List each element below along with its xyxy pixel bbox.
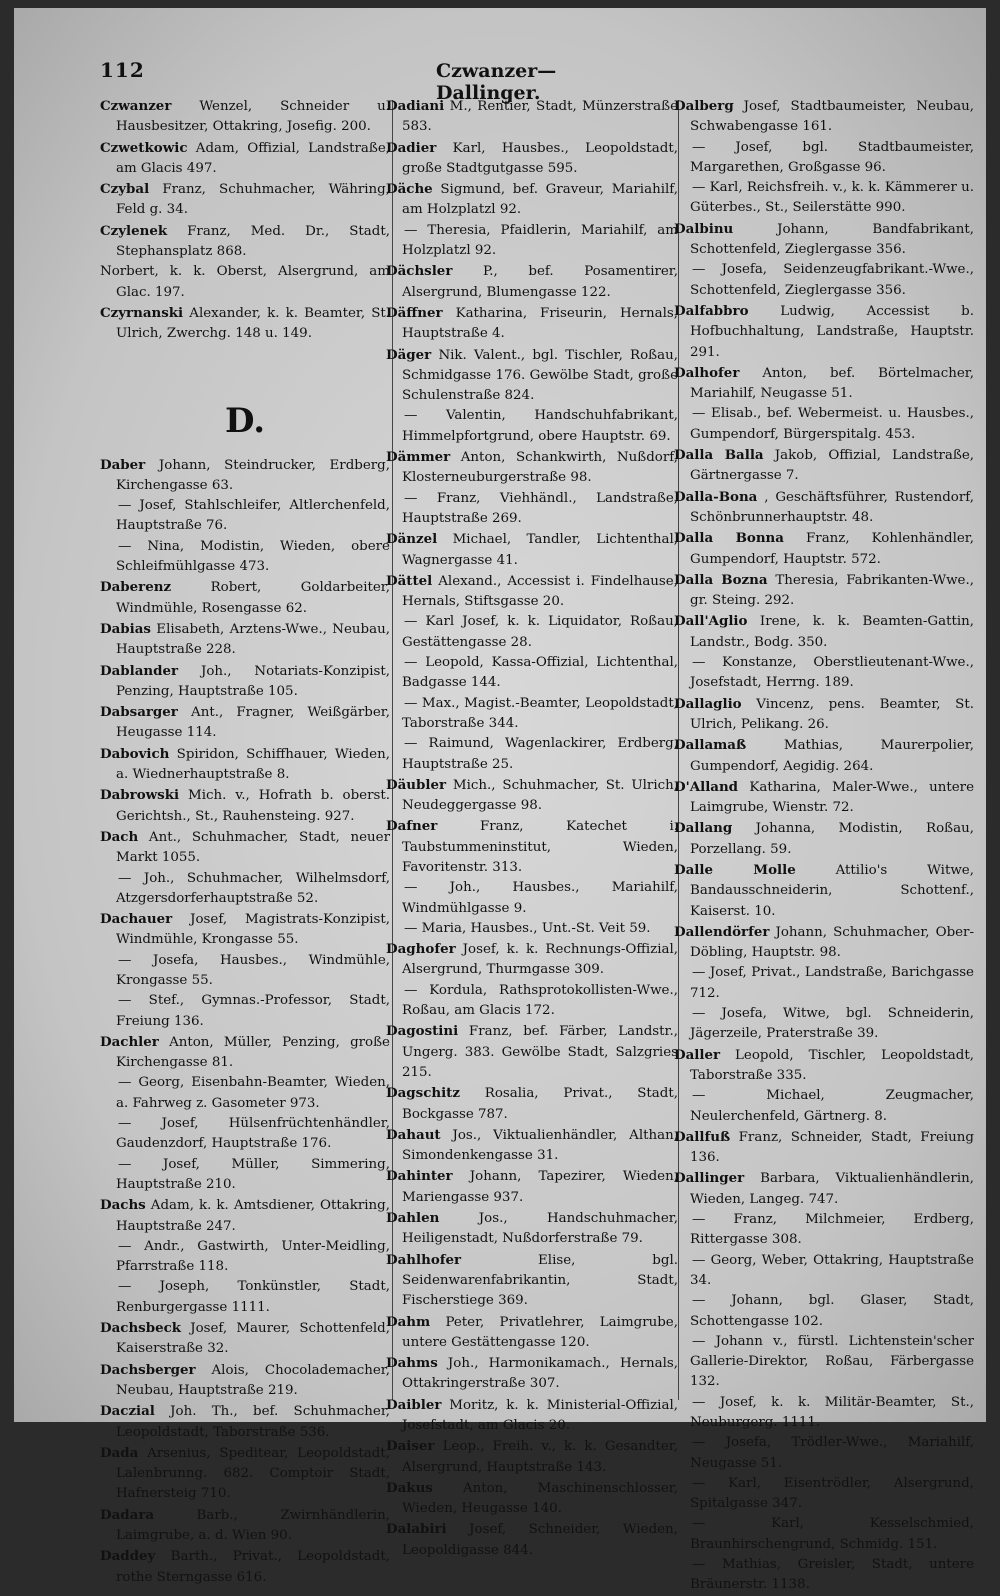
entry-details: Franz, Viehhändl., Landstraße, Hauptstraße 269.: [402, 490, 678, 526]
entry-details: Josefa, Hausbes., Windmühle, Krongasse 55.: [116, 952, 390, 988]
directory-entry: [386, 919, 678, 939]
entry-details: Leopold, Tischler, Leopoldstadt, Taborstraße 335.: [690, 1047, 974, 1083]
directory-entry: [100, 827, 390, 869]
entry-details: Karl Josef, k. k. Liquidator, Roßau, Gestättengasse 28.: [402, 614, 678, 650]
directory-entry: [100, 909, 390, 951]
directory-entry: [100, 221, 390, 263]
directory-entry: [386, 1353, 678, 1395]
entry-details: Joh., Hausbes., Mariahilf, Windmühlgasse 9.: [402, 880, 679, 916]
entry-surname: Dahm: [386, 1313, 431, 1330]
directory-entry: [674, 694, 974, 736]
page-number: 112: [100, 58, 145, 82]
directory-entry: [386, 816, 678, 878]
directory-entry: [100, 785, 390, 827]
entry-details: Norbert, k. k. Oberst, Alsergrund, am Glac. 197.: [100, 264, 390, 300]
directory-entry: [674, 1210, 974, 1251]
entry-surname: Dallendörfer: [674, 923, 770, 940]
entry-details: M., Rentier, Stadt, Münzerstraße 583.: [402, 99, 678, 135]
entry-surname: Dabovich: [100, 745, 170, 762]
entry-details: Kordula, Rathsprotokollisten-Wwe., Roßau, am Glacis 172.: [402, 982, 678, 1019]
entry-surname: Daber: [100, 456, 146, 473]
directory-entry: [674, 1291, 974, 1332]
directory-entry: [100, 1032, 390, 1074]
entry-details: Leop., Freih. v., k. k. Gesandter, Alsergrund, Hauptstraße 143.: [402, 1439, 678, 1475]
entry-details: Jakob, Offizial, Landstraße, Gärtnergasse 7.: [690, 448, 975, 484]
entry-details: Anton, Schankwirth, Nußdorf, Klosterneuburgerstraße 98.: [402, 450, 678, 486]
directory-entry: [674, 1332, 974, 1393]
directory-entry: [386, 345, 678, 407]
entry-surname: Däubler: [386, 776, 447, 793]
entry-details: Ant., Schuhmacher, Stadt, neuer Markt 1055.: [116, 829, 390, 866]
entry-surname: Dall'Aglio: [674, 613, 748, 630]
entry-details: Katharina, Friseurin, Hernals, Hauptstraße 4.: [402, 305, 678, 342]
directory-entry: [386, 221, 678, 262]
directory-entry: [386, 96, 678, 138]
entry-details: Josefa, Witwe, bgl. Schneiderin, Jägerzeile, Praterstraße 39.: [690, 1006, 974, 1042]
entry-details: Alois, Chocolademacher, Neubau, Hauptstraße 219.: [116, 1362, 390, 1398]
entry-surname: Czwanzer: [100, 98, 172, 114]
directory-entry: [674, 611, 974, 653]
entry-details: Nik. Valent., bgl. Tischler, Roßau, Schmidgasse 176. Gewölbe Stadt, große Schulenstraße 824.: [402, 347, 678, 404]
entry-details: Elise, bgl. Seidenwarenfabrikantin, Stadt, Fischerstiege 369.: [402, 1252, 678, 1309]
entry-details: Franz, Milchmeier, Erdberg, Rittergasse 308.: [690, 1212, 975, 1248]
directory-entry: [386, 1083, 678, 1125]
entry-details: Nina, Modistin, Wieden, obere Schleifmühlgasse 473.: [116, 538, 390, 575]
directory-entry: [386, 1436, 678, 1478]
entry-details: Barth., Privat., Leopoldstadt, rothe Sterngasse 616.: [116, 1549, 390, 1585]
directory-entry: [386, 1312, 678, 1354]
entry-surname: Dachs: [100, 1197, 146, 1214]
directory-page: [14, 8, 986, 1593]
entry-surname: Dahinter: [386, 1168, 453, 1185]
entry-surname: Dakus: [386, 1479, 433, 1496]
entry-details: Georg, Weber, Ottakring, Hauptstraße 34.: [690, 1252, 974, 1288]
entry-details: Johann, bgl. Glaser, Stadt, Schottengasse 102.: [690, 1293, 974, 1329]
directory-entry: [674, 445, 974, 487]
entry-surname: Daghofer: [386, 941, 456, 958]
entry-details: Adam, k. k. Amtsdiener, Ottakring, Hauptstraße 247.: [116, 1198, 390, 1234]
column-3: [674, 96, 974, 1596]
directory-entry: [100, 96, 390, 138]
directory-entry: [674, 1474, 974, 1515]
entry-details: Moritz, k. k. Ministerial-Offizial, Josefstadt, am Glacis 20.: [402, 1397, 678, 1433]
entry-surname: Dagostini: [386, 1023, 459, 1040]
entry-details: Josefa, Seidenzeugfabrikant.-Wwe., Schottenfeld, Zieglergasse 356.: [690, 262, 974, 298]
entry-details: Arsenius, Speditear, Leopoldstadt, Lalenbrunng. 682. Comptoir Stadt, Hafnersteig 710.: [116, 1445, 390, 1502]
entry-details: P., bef. Posamentirer, Alsergrund, Blumengasse 122.: [402, 264, 678, 300]
entry-details: Franz, bef. Färber, Landstr., Ungerg. 383. Gewölbe Stadt, Salzgries 215.: [402, 1024, 678, 1080]
entry-surname: Dahlhofer: [386, 1251, 462, 1268]
directory-entry: [386, 138, 678, 180]
entry-details: Jos., Viktualienhändler, Althan, Simondenkengasse 31.: [402, 1127, 678, 1164]
entry-details: Josef, Stadtbaumeister, Neubau, Schwabengasse 161.: [690, 99, 974, 135]
entry-details: Joh., Harmonikamach., Hernals, Ottakringerstraße 307.: [402, 1356, 679, 1392]
entry-details: Joh. Th., bef. Schuhmacher, Leopoldstadt, Taborstraße 536.: [116, 1404, 391, 1440]
directory-entry: [674, 1514, 974, 1555]
entry-details: Michael, Zeugmacher, Neulerchenfeld, Gärtnerg. 8.: [690, 1088, 974, 1124]
entry-details: Mich. v., Hofrath b. oberst. Gerichtsh., St., Rauhensteing. 927.: [116, 788, 390, 824]
directory-entry: [100, 1318, 390, 1360]
directory-entry: [100, 702, 390, 744]
entry-surname: Dalla Bonna: [674, 530, 784, 547]
entry-details: Adam, Offizial, Landstraße, am Glacis 497.: [116, 140, 390, 176]
directory-entry: [674, 1555, 974, 1596]
entry-details: Anton, bef. Börtelmacher, Mariahilf, Neugasse 51.: [690, 365, 974, 402]
entry-surname: Dalfabbro: [674, 302, 749, 319]
directory-entry: [100, 951, 390, 992]
entry-details: Barb., Zwirnhändlerin, Laimgrube, a. d. Wien 90.: [116, 1507, 390, 1543]
directory-entry: [674, 260, 974, 301]
entry-details: Katharina, Maler-Wwe., untere Laimgrube, Wienstr. 72.: [690, 779, 974, 816]
directory-entry: [100, 179, 390, 221]
entry-details: Andr., Gastwirth, Unter-Meidling, Pfarrstraße 118.: [116, 1238, 391, 1275]
entry-details: Josef, Schneider, Wieden, Leopoldigasse 844.: [402, 1522, 678, 1558]
directory-entry: [386, 775, 678, 817]
entry-details: Josef, Stahlschleifer, Altlerchenfeld, Hauptstraße 76.: [116, 498, 390, 534]
directory-entry: [100, 869, 390, 910]
entry-details: Elisabeth, Arztens-Wwe., Neubau, Hauptstraße 228.: [116, 621, 390, 658]
directory-entry: [100, 577, 390, 619]
entry-details: Johann, Schuhmacher, Ober-Döbling, Hauptstr. 98.: [690, 924, 974, 961]
directory-entry: [674, 487, 974, 529]
entry-details: Johann, Steindrucker, Erdberg, Kirchengasse 63.: [116, 457, 390, 493]
directory-entry: [386, 612, 678, 653]
directory-entry: [674, 1127, 974, 1169]
directory-entry: [100, 1546, 390, 1588]
entry-details: Karl, Kesselschmied, Braunhirschengrund, Schmidg. 151.: [690, 1516, 974, 1552]
entry-details: Ant., Fragner, Weißgärber, Heugasse 114.: [116, 705, 390, 741]
entry-surname: Dafner: [386, 818, 438, 835]
entry-details: Josef, k. k. Militär-Beamter, St., Neuburgerg. 1111.: [690, 1394, 974, 1430]
directory-entry: [100, 262, 390, 303]
directory-entry: [100, 1237, 390, 1278]
directory-entry: [674, 1086, 974, 1127]
entry-surname: Dahms: [386, 1355, 438, 1372]
directory-entry: [674, 735, 974, 777]
directory-entry: [674, 570, 974, 612]
directory-entry: [386, 1125, 678, 1167]
directory-entry: [386, 406, 678, 447]
entry-details: Josefa, Trödler-Wwe., Mariahilf, Neugasse 51.: [690, 1435, 974, 1471]
entry-details: Karl, Reichsfreih. v., k. k. Kämmerer u. Güterbes., St., Seilerstätte 990.: [690, 180, 974, 216]
entry-surname: Dänzel: [386, 531, 438, 548]
entry-details: Mathias, Maurerpolier, Gumpendorf, Aegidig. 264.: [690, 738, 974, 774]
directory-entry: [100, 1195, 390, 1237]
directory-entry: [100, 455, 390, 497]
directory-entry: [100, 303, 390, 345]
entry-details: Michael, Tandler, Lichtenthal, Wagnergasse 41.: [402, 532, 678, 568]
entry-details: Sigmund, bef. Graveur, Mariahilf, am Holzplatzl 92.: [402, 182, 678, 218]
entry-surname: Dagschitz: [386, 1085, 460, 1102]
directory-entry: [100, 661, 390, 703]
entry-surname: Dalla Balla: [674, 447, 764, 464]
entry-details: Joseph, Tonkünstler, Stadt, Renburgergasse 1111.: [116, 1279, 390, 1315]
entry-details: Theresia, Fabrikanten-Wwe., gr. Steing. 292.: [690, 572, 974, 609]
directory-entry: [386, 878, 678, 919]
directory-entry: [386, 981, 678, 1022]
entry-details: Attilio's Witwe, Bandausschneiderin, Schottenf., Kaiserst. 10.: [690, 862, 974, 919]
entry-details: Konstanze, Oberstlieutenant-Wwe., Josefstadt, Herrng. 189.: [690, 655, 974, 691]
directory-entry: [100, 537, 390, 578]
entry-surname: Dachsbeck: [100, 1320, 182, 1337]
entry-surname: Dabrowski: [100, 787, 180, 804]
entry-details: Elisab., bef. Webermeist. u. Hausbes., Gumpendorf, Bürgerspitalg. 453.: [690, 406, 974, 442]
entry-surname: Daibler: [386, 1396, 442, 1413]
entry-surname: Daiser: [386, 1438, 435, 1455]
entry-details: Jos., Handschuhmacher, Heiligenstadt, Nußdorferstraße 79.: [402, 1211, 678, 1247]
directory-entry: [386, 1021, 678, 1083]
entry-details: Anton, Maschinenschlosser, Wieden, Heugasse 140.: [402, 1480, 678, 1517]
entry-details: Franz, Schneider, Stadt, Freiung 136.: [690, 1129, 974, 1166]
entry-surname: Dalla-Bona: [674, 488, 758, 505]
directory-entry: [386, 571, 678, 613]
entry-surname: Dahlen: [386, 1210, 440, 1227]
entry-surname: Däffner: [386, 304, 443, 321]
entry-surname: Dachauer: [100, 911, 173, 928]
directory-entry: [100, 1277, 390, 1318]
entry-details: Georg, Eisenbahn-Beamter, Wieden, a. Fahrweg z. Gasometer 973.: [116, 1075, 390, 1111]
entry-surname: Dabsarger: [100, 704, 178, 721]
directory-entry: [100, 1443, 390, 1505]
entry-details: Peter, Privatlehrer, Laimgrube, untere Gestättengasse 120.: [402, 1314, 678, 1350]
directory-entry: [674, 777, 974, 819]
directory-entry: [386, 1166, 678, 1208]
column-1: [100, 96, 390, 1588]
directory-entry: [386, 303, 678, 345]
directory-entry: [100, 1114, 390, 1155]
directory-entry: [100, 138, 390, 180]
directory-entry: [674, 1168, 974, 1210]
directory-entry: [386, 1208, 678, 1250]
entry-details: Ludwig, Accessist b. Hofbuchhaltung, Landstraße, Hauptstr. 291.: [690, 303, 974, 360]
entry-details: Valentin, Handschuhfabrikant, Himmelpfortgrund, obere Hauptstr. 69.: [402, 408, 678, 444]
entry-details: Karl, Eisentrödler, Alsergrund, Spitalgasse 347.: [690, 1475, 974, 1512]
entry-details: Rosalia, Privat., Stadt, Bockgasse 787.: [402, 1086, 678, 1122]
directory-entry: [674, 1045, 974, 1087]
directory-entry: [100, 991, 390, 1032]
entry-details: Theresia, Pfaidlerin, Mariahilf, am Holzplatzl 92.: [402, 222, 678, 259]
directory-entry: [100, 1505, 390, 1547]
entry-details: Stef., Gymnas.-Professor, Stadt, Freiung 136.: [116, 993, 390, 1029]
directory-entry: [386, 261, 678, 303]
directory-entry: [100, 744, 390, 786]
entry-details: Wenzel, Schneider u. Hausbesitzer, Ottakring, Josefig. 200.: [116, 99, 390, 135]
entry-surname: Dahaut: [386, 1126, 441, 1143]
entry-surname: Daberenz: [100, 579, 172, 596]
entry-details: Franz, Med. Dr., Stadt, Stephansplatz 868.: [116, 223, 390, 260]
entry-details: Leopold, Kassa-Offizial, Lichtenthal, Badgasse 144.: [402, 655, 679, 691]
entry-surname: Czylenek: [100, 222, 168, 239]
directory-entry: [674, 1251, 974, 1292]
directory-entry: [674, 818, 974, 860]
entry-details: Max., Magist.-Beamter, Leopoldstadt, Taborstraße 344.: [402, 695, 679, 731]
entry-details: Spiridon, Schiffhauer, Wieden, a. Wiednerhauptstraße 8.: [116, 746, 390, 783]
entry-details: Irene, k. k. Beamten-Gattin, Landstr., Bodg. 350.: [690, 614, 974, 650]
directory-entry: [674, 1393, 974, 1434]
directory-entry: [674, 860, 974, 922]
entry-details: Raimund, Wagenlackirer, Erdberg, Hauptstraße 25.: [402, 736, 678, 772]
entry-details: Mich., Schuhmacher, St. Ulrich, Neudeggergasse 98.: [402, 777, 678, 814]
entry-surname: Dallamaß: [674, 737, 747, 754]
entry-surname: Dadier: [386, 139, 437, 156]
directory-entry: [100, 619, 390, 661]
entry-details: Alexand., Accessist i. Findelhause, Hernals, Stiftsgasse 20.: [402, 573, 678, 610]
entry-details: Robert, Goldarbeiter, Windmühle, Rosengasse 62.: [116, 580, 390, 616]
directory-entry: [674, 363, 974, 405]
entry-surname: Dalberg: [674, 98, 734, 114]
directory-entry: [100, 1360, 390, 1402]
directory-entry: [386, 1519, 678, 1561]
entry-details: Alexander, k. k. Beamter, St. Ulrich, Zwerchg. 148 u. 149.: [116, 305, 391, 342]
directory-entry: [100, 1401, 390, 1443]
entry-surname: Dämmer: [386, 449, 451, 466]
directory-entry: [674, 528, 974, 570]
column-2: [386, 96, 678, 1561]
entry-details: Johann, Bandfabrikant, Schottenfeld, Zieglergasse 356.: [690, 221, 974, 258]
directory-entry: [386, 734, 678, 775]
entry-surname: Dach: [100, 828, 139, 845]
entry-surname: Dallinger: [674, 1170, 745, 1187]
entry-details: Barbara, Viktualienhändlerin, Wieden, Langeg. 747.: [690, 1171, 974, 1207]
entry-details: Joh., Notariats-Konzipist, Penzing, Hauptstraße 105.: [116, 663, 390, 699]
directory-entry: [674, 922, 974, 964]
directory-entry: [100, 496, 390, 537]
entry-surname: Czwetkowic: [100, 139, 188, 156]
entry-surname: Dalbinu: [674, 220, 734, 237]
directory-entry: [674, 404, 974, 445]
entry-surname: Dachler: [100, 1033, 159, 1050]
directory-entry: [674, 138, 974, 179]
entry-surname: Czybal: [100, 181, 150, 198]
directory-entry: [100, 1073, 390, 1114]
entry-details: Franz, Kohlenhändler, Gumpendorf, Hauptstr. 572.: [690, 531, 974, 567]
entry-surname: Dächsler: [386, 263, 453, 280]
entry-details: Franz, Katechet i. Taubstummeninstitut, Wieden, Favoritenstr. 313.: [402, 819, 678, 875]
directory-entry: [386, 1395, 678, 1437]
directory-entry: [674, 219, 974, 261]
directory-entry: [386, 1250, 678, 1312]
entry-details: Johanna, Modistin, Roßau, Porzellang. 59.: [690, 821, 974, 857]
entry-details: Josef, bgl. Stadtbaumeister, Margarethen, Großgasse 96.: [690, 139, 974, 175]
entry-details: Josef, Magistrats-Konzipist, Windmühle, Krongasse 55.: [116, 912, 390, 948]
directory-entry: [674, 1433, 974, 1474]
directory-entry: [100, 1155, 390, 1196]
entry-surname: Dalla Bozna: [674, 571, 768, 588]
entry-surname: Dada: [100, 1444, 139, 1461]
section-letter: D.: [224, 400, 266, 441]
entry-surname: Dalhofer: [674, 364, 740, 381]
directory-entry: [674, 96, 974, 138]
entry-details: Karl, Hausbes., Leopoldstadt, große Stadtgutgasse 595.: [402, 140, 678, 176]
entry-surname: Daczial: [100, 1403, 155, 1420]
entry-surname: Dallaglio: [674, 695, 742, 712]
entry-surname: Daller: [674, 1046, 721, 1063]
directory-entry: [386, 489, 678, 530]
directory-entry: [674, 178, 974, 219]
directory-entry: [386, 653, 678, 694]
page-header: [100, 54, 640, 104]
entry-surname: Dabias: [100, 620, 151, 637]
directory-entry: [386, 529, 678, 571]
entry-details: Josef, Privat., Landstraße, Barichgasse 712.: [690, 965, 974, 1001]
entry-surname: Dalle Molle: [674, 861, 796, 878]
entry-surname: Dalabiri: [386, 1521, 447, 1538]
directory-entry: [674, 653, 974, 694]
entry-details: Anton, Müller, Penzing, große Kirchengasse 81.: [116, 1034, 390, 1071]
entry-surname: Däger: [386, 346, 432, 363]
entry-details: Mathias, Greisler, Stadt, untere Bräunerstr. 1138.: [690, 1557, 974, 1593]
entry-surname: Dättel: [386, 572, 433, 589]
entry-surname: Czyrnanski: [100, 304, 184, 321]
entry-surname: Däche: [386, 181, 433, 198]
directory-entry: [674, 963, 974, 1004]
entry-details: Johann v., fürstl. Lichtenstein'scher Gallerie-Direktor, Roßau, Färbergasse 132.: [690, 1333, 974, 1390]
entry-surname: D'Alland: [674, 778, 739, 795]
directory-entry: [386, 939, 678, 981]
directory-entry: [386, 694, 678, 735]
entry-details: , Geschäftsführer, Rustendorf, Schönbrunnerhauptstr. 48.: [690, 489, 974, 525]
entry-surname: Daddey: [100, 1548, 156, 1565]
entry-details: Josef, k. k. Rechnungs-Offizial, Alsergrund, Thurmgasse 309.: [402, 942, 678, 978]
entry-details: Joh., Schuhmacher, Wilhelmsdorf, Atzgersdorferhauptstraße 52.: [116, 870, 390, 906]
directory-entry: [674, 301, 974, 363]
directory-entry: [386, 1478, 678, 1520]
entry-surname: Dallang: [674, 820, 733, 837]
entry-surname: Dadara: [100, 1506, 155, 1523]
entry-details: Vincenz, pens. Beamter, St. Ulrich, Pelikang. 26.: [690, 696, 974, 732]
running-head: Czwanzer—Dallinger.: [436, 60, 557, 104]
entry-surname: Dallfuß: [674, 1128, 731, 1145]
directory-entry: [674, 1004, 974, 1045]
entry-details: Franz, Schuhmacher, Währing, Feld g. 34.: [116, 182, 390, 218]
entry-surname: Dablander: [100, 662, 179, 679]
directory-entry: [386, 447, 678, 489]
entry-surname: Dachsberger: [100, 1361, 196, 1378]
entry-details: Maria, Hausbes., Unt.-St. Veit 59.: [421, 920, 651, 936]
entry-details: Josef, Maurer, Schottenfeld, Kaiserstraße 32.: [116, 1321, 390, 1357]
entry-details: Josef, Müller, Simmering, Hauptstraße 210.: [116, 1156, 390, 1192]
entry-details: Johann, Tapezirer, Wieden, Mariengasse 937.: [402, 1169, 678, 1205]
directory-entry: [386, 179, 678, 221]
entry-surname: Dadiani: [386, 98, 445, 114]
entry-details: Josef, Hülsenfrüchtenhändler, Gaudenzdorf, Hauptstraße 176.: [116, 1116, 390, 1152]
